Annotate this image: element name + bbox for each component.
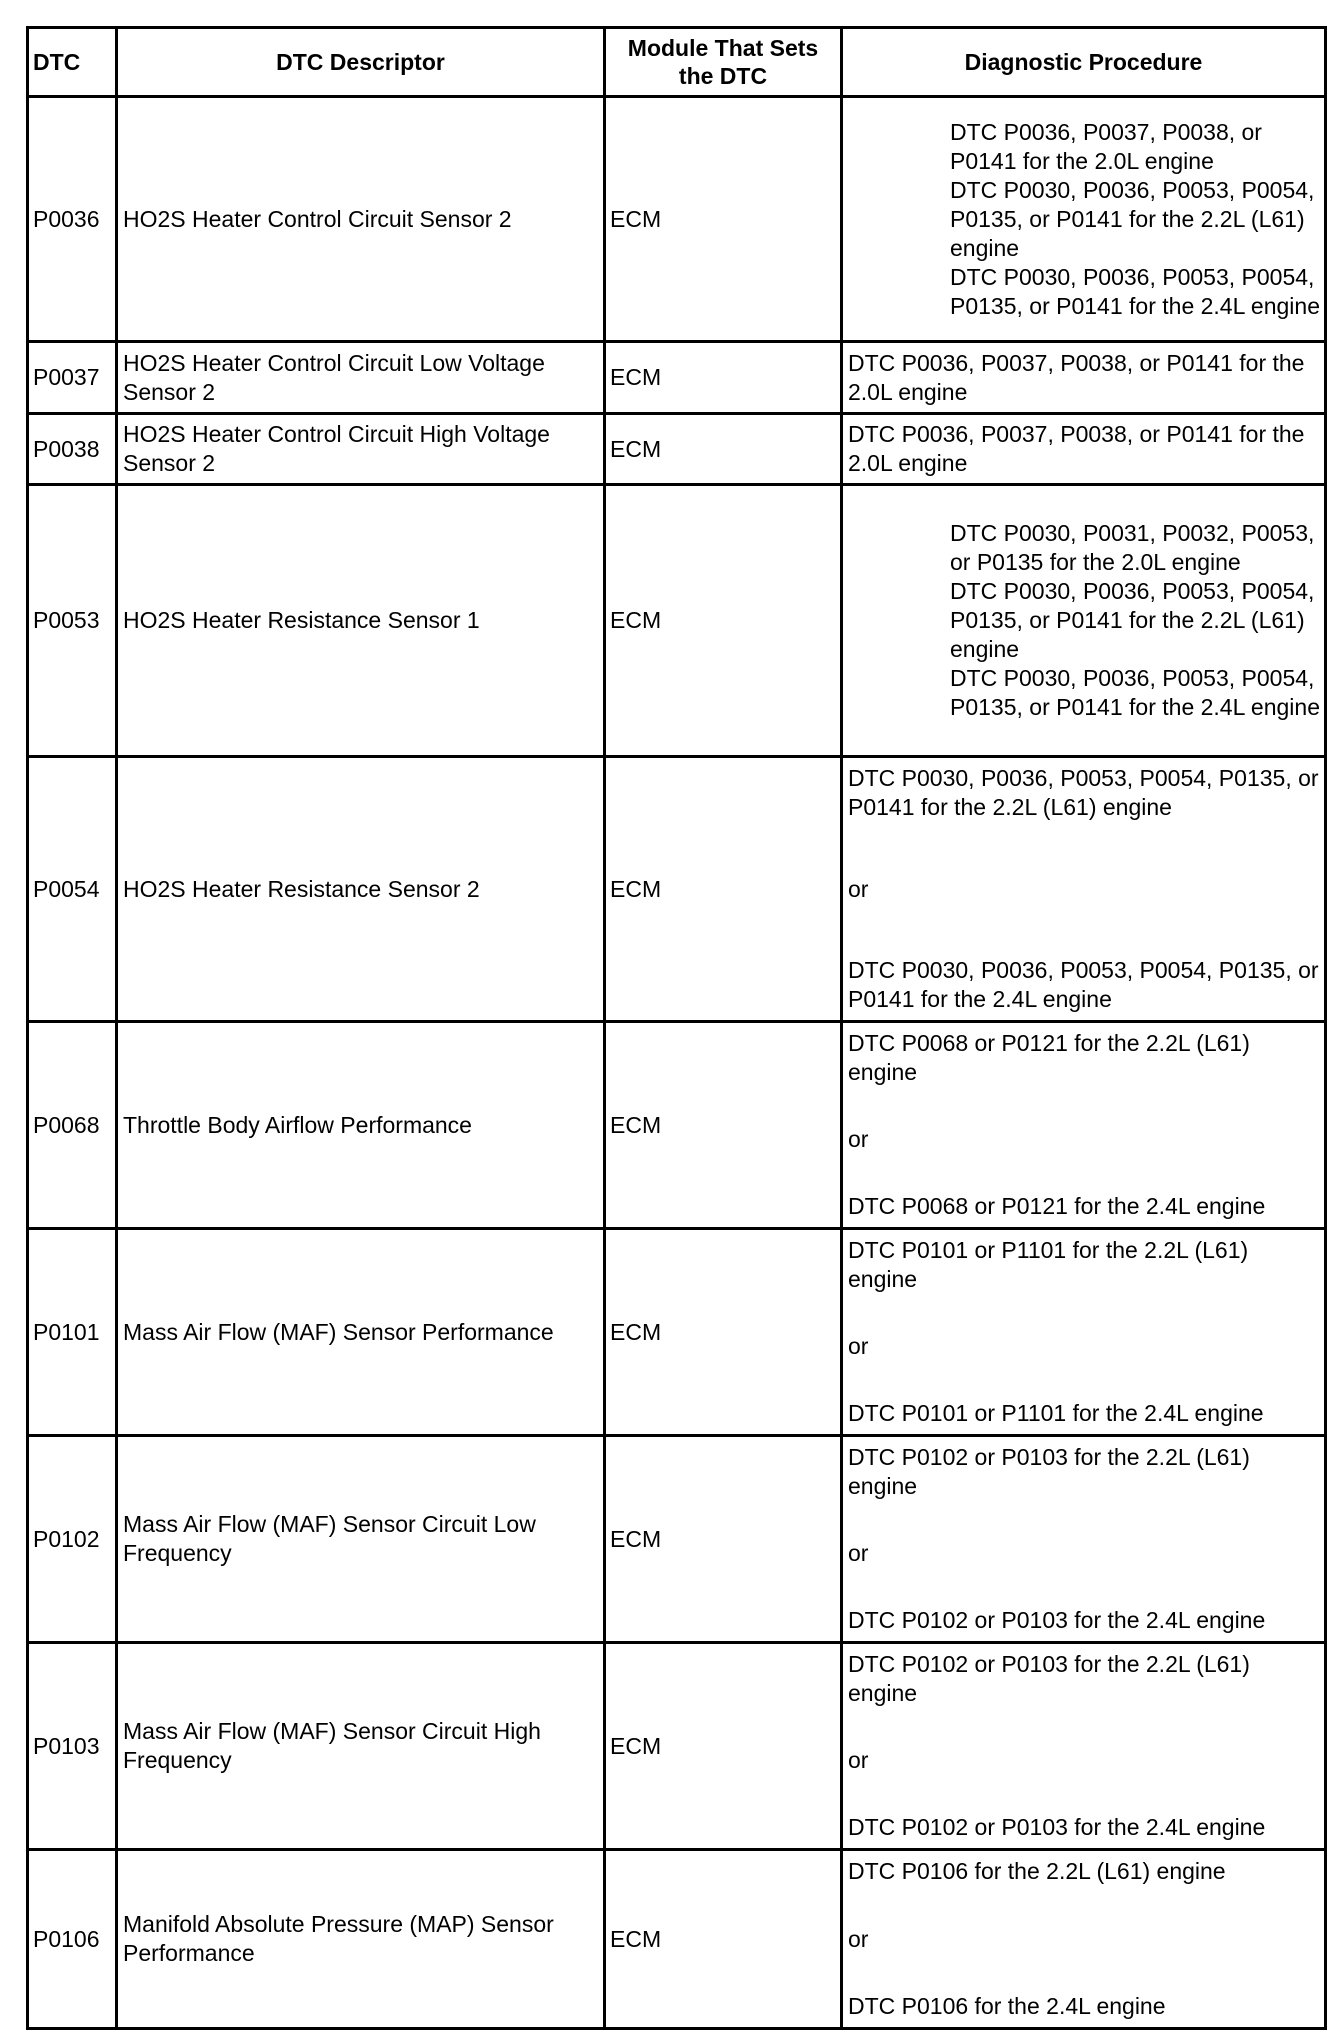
table-row bbox=[28, 757, 1326, 1022]
dtc-code: P0103 bbox=[28, 1643, 117, 1850]
module-name: ECM bbox=[605, 1436, 842, 1643]
table-row bbox=[28, 1436, 1326, 1643]
diagnostic-procedure bbox=[842, 97, 1326, 342]
procedure-or: or bbox=[848, 1540, 869, 1566]
procedure-line: DTC P0106 for the 2.4L engine bbox=[848, 1993, 1166, 2019]
procedure-line: DTC P0036, P0037, P0038, or P0141 for the 2.0L engine bbox=[848, 421, 1305, 476]
diagnostic-procedure bbox=[842, 1229, 1326, 1436]
procedure-line: DTC P0030, P0036, P0053, P0054, P0135, or P0141 for the 2.4L engine bbox=[950, 665, 1320, 720]
module-name: ECM bbox=[605, 97, 842, 342]
procedure-or: or bbox=[848, 1925, 869, 1952]
procedure-line: DTC P0106 for the 2.2L (L61) engine bbox=[848, 1858, 1226, 1884]
procedure-line: DTC P0030, P0036, P0053, P0054, P0135, or P0141 for the 2.2L (L61) engine bbox=[848, 765, 1319, 820]
module-name: ECM bbox=[605, 1850, 842, 2029]
table-row bbox=[28, 1022, 1326, 1229]
procedure-line: DTC P0102 or P0103 for the 2.4L engine bbox=[848, 1814, 1266, 1840]
dtc-descriptor: HO2S Heater Control Circuit High Voltage Sensor 2 bbox=[117, 414, 605, 485]
dtc-descriptor: HO2S Heater Resistance Sensor 1 bbox=[117, 485, 605, 757]
dtc-descriptor: Manifold Absolute Pressure (MAP) Sensor Performance bbox=[117, 1850, 605, 2029]
dtc-descriptor: HO2S Heater Control Circuit Low Voltage Sensor 2 bbox=[117, 342, 605, 414]
procedure-line: DTC P0102 or P0103 for the 2.4L engine bbox=[848, 1607, 1266, 1633]
diagnostic-procedure bbox=[842, 757, 1326, 1022]
diagnostic-procedure bbox=[842, 485, 1326, 757]
module-name: ECM bbox=[605, 1229, 842, 1436]
diagnostic-procedure bbox=[842, 342, 1326, 414]
diagnostic-procedure bbox=[842, 1643, 1326, 1850]
procedure-line: DTC P0102 or P0103 for the 2.2L (L61) engine bbox=[848, 1444, 1250, 1499]
dtc-code: P0053 bbox=[28, 485, 117, 757]
diagnostic-procedure bbox=[842, 1022, 1326, 1229]
module-name: ECM bbox=[605, 1643, 842, 1850]
procedure-or: or bbox=[848, 1126, 869, 1152]
dtc-code: P0038 bbox=[28, 414, 117, 485]
module-name: ECM bbox=[605, 342, 842, 414]
dtc-code: P0068 bbox=[28, 1022, 117, 1229]
table-row bbox=[28, 1643, 1326, 1850]
table-row bbox=[28, 1850, 1326, 2029]
procedure-line: DTC P0036, P0037, P0038, or P0141 for the 2.0L engine bbox=[950, 118, 1262, 174]
dtc-table bbox=[26, 26, 1327, 2030]
dtc-code: P0036 bbox=[28, 97, 117, 342]
diagnostic-procedure bbox=[842, 414, 1326, 485]
header-procedure: Diagnostic Procedure bbox=[842, 28, 1326, 97]
header-module: Module That Sets the DTC bbox=[605, 28, 842, 97]
procedure-line: DTC P0030, P0036, P0053, P0054, P0135, or P0141 for the 2.2L (L61) engine bbox=[950, 578, 1315, 662]
diagnostic-procedure bbox=[842, 1850, 1326, 2029]
header-descriptor: DTC Descriptor bbox=[117, 28, 605, 97]
procedure-line: DTC P0030, P0036, P0053, P0054, P0135, or P0141 for the 2.2L (L61) engine bbox=[950, 176, 1315, 261]
procedure-or: or bbox=[848, 875, 869, 902]
diagnostic-procedure bbox=[842, 1436, 1326, 1643]
dtc-descriptor: Mass Air Flow (MAF) Sensor Circuit Low Frequency bbox=[117, 1436, 605, 1643]
dtc-descriptor: Mass Air Flow (MAF) Sensor Circuit High Frequency bbox=[117, 1643, 605, 1850]
dtc-descriptor: Mass Air Flow (MAF) Sensor Performance bbox=[117, 1229, 605, 1436]
procedure-line: DTC P0030, P0036, P0053, P0054, P0135, or P0141 for the 2.4L engine bbox=[950, 263, 1320, 319]
procedure-line: DTC P0101 or P1101 for the 2.4L engine bbox=[848, 1400, 1264, 1426]
dtc-code: P0106 bbox=[28, 1850, 117, 2029]
module-name: ECM bbox=[605, 485, 842, 757]
table-row bbox=[28, 97, 1326, 342]
dtc-code: P0102 bbox=[28, 1436, 117, 1643]
dtc-descriptor: HO2S Heater Resistance Sensor 2 bbox=[117, 757, 605, 1022]
procedure-line: DTC P0036, P0037, P0038, or P0141 for the 2.0L engine bbox=[848, 349, 1305, 405]
procedure-line: DTC P0030, P0036, P0053, P0054, P0135, or P0141 for the 2.4L engine bbox=[848, 957, 1319, 1012]
procedure-line: DTC P0068 or P0121 for the 2.4L engine bbox=[848, 1193, 1266, 1219]
header-row bbox=[28, 28, 1326, 97]
module-name: ECM bbox=[605, 414, 842, 485]
dtc-code: P0101 bbox=[28, 1229, 117, 1436]
table-row bbox=[28, 342, 1326, 414]
dtc-code: P0037 bbox=[28, 342, 117, 414]
procedure-line: DTC P0101 or P1101 for the 2.2L (L61) engine bbox=[848, 1237, 1249, 1292]
dtc-descriptor: Throttle Body Airflow Performance bbox=[117, 1022, 605, 1229]
header-dtc: DTC bbox=[28, 28, 117, 97]
table-row bbox=[28, 1229, 1326, 1436]
module-name: ECM bbox=[605, 757, 842, 1022]
dtc-descriptor: HO2S Heater Control Circuit Sensor 2 bbox=[117, 97, 605, 342]
procedure-or: or bbox=[848, 1333, 869, 1359]
procedure-line: DTC P0102 or P0103 for the 2.2L (L61) engine bbox=[848, 1651, 1250, 1706]
module-name: ECM bbox=[605, 1022, 842, 1229]
dtc-code: P0054 bbox=[28, 757, 117, 1022]
procedure-line: DTC P0068 or P0121 for the 2.2L (L61) engine bbox=[848, 1030, 1250, 1085]
table-row bbox=[28, 414, 1326, 485]
table-row bbox=[28, 485, 1326, 757]
procedure-line: DTC P0030, P0031, P0032, P0053, or P0135 for the 2.0L engine bbox=[950, 520, 1315, 575]
procedure-or: or bbox=[848, 1747, 869, 1773]
